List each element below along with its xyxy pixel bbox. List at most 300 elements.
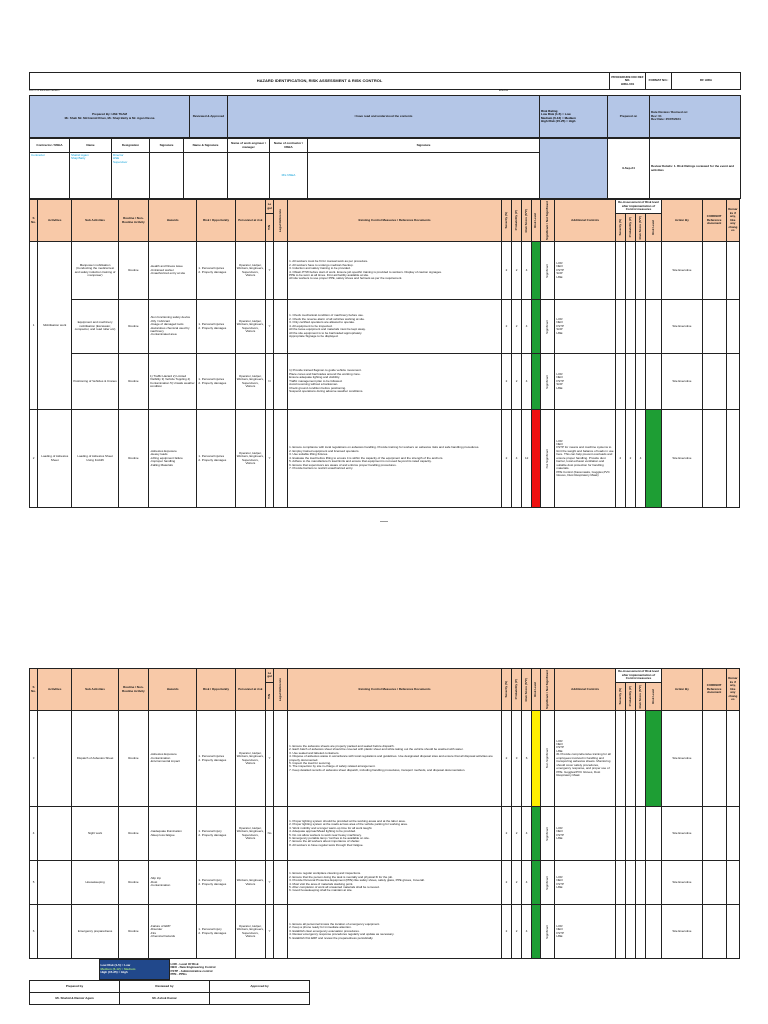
cell-routine: Routine — [118, 905, 148, 959]
cell-sub-activity: Housekeeping — [72, 861, 118, 905]
col-re-severity: Severity (S) — [615, 682, 625, 710]
cell-personnel: Operator, Helper, Workers, Engineers, Supervisors, Visitors — [235, 410, 265, 508]
cell-hazards: -Slip trip -Dust -Contamination — [148, 861, 196, 905]
cell-re-severity — [615, 861, 625, 905]
col-re-probability: Probability (P) — [625, 682, 635, 710]
table-row — [30, 807, 740, 861]
cell-sno: 1 — [30, 242, 38, 410]
cell-action-by: Site Executive — [662, 861, 702, 905]
cell-probability: 3 — [512, 711, 522, 807]
document-title: HAZARD IDENTIFICATION, RISK ASSESSMENT & RISK CONTROL — [30, 73, 610, 90]
signature-blank-2 — [308, 153, 540, 199]
cell-sub-activity: Night work — [72, 807, 118, 861]
col-routine: Routine / Non-Routine Activity — [118, 669, 148, 711]
col-probability: Probability (P) — [512, 669, 522, 711]
cell-significance — [541, 861, 555, 905]
table-row — [30, 410, 740, 508]
cell-probability: 2 — [512, 242, 522, 300]
risk-table-1-body — [30, 242, 740, 508]
doc-number: PROCEDURE NO/ REF NO. HIRA-001 — [610, 73, 646, 90]
date-value: 9-Sep-24 — [608, 139, 650, 199]
footer-table — [29, 959, 309, 980]
cell-re-level — [646, 242, 662, 300]
cell-current-ref — [702, 300, 726, 354]
cell-sub-activity: Manpower mobilisation (Conducting the medical test and safety induction training of manpower) — [72, 242, 118, 300]
cell-action-by: Site Executive — [662, 905, 702, 959]
col-remarks: Remarks if any, like any changes — [726, 669, 739, 711]
cell-current-ref — [702, 861, 726, 905]
col-remarks: Remarks if any, like any changes — [726, 200, 739, 242]
col-activities: Activities — [38, 669, 72, 711]
cell-action-by: Site Executive — [662, 300, 702, 354]
col-personnel: Personnel at risk — [235, 200, 265, 242]
cell-risk: 1. Personal Injury 2. Property damages — [197, 905, 235, 959]
cell-significance — [541, 300, 555, 354]
cell-re-score — [635, 905, 645, 959]
col-sub-activities: Sub Activities — [72, 669, 118, 711]
cell-additional-controls: LOR NEO FSTP HSE — [555, 861, 616, 905]
cell-sub-activity: Dispatch of Asbestos Sheet — [72, 711, 118, 807]
cell-re-severity — [615, 711, 625, 807]
cell-existing-controls: 1. Ensure regular workplace cleaning and inspections. 2. Ensure that the person doing the task is mentally and physical fit for the job. 3. Provide Personal Protective Equipment (PPE) like safety shoes, safety glass, PPE gloves, Coverall. 4. Must visit the area of materials stacking point. 5. After completion of work all unwanted materials shall be removed. 6. Good housekeeping shall be maintain at site. — [288, 861, 502, 905]
cell-severity: 2 — [501, 905, 511, 959]
cell-risk: 1. Personal Injuries 2. Property damages — [197, 300, 235, 354]
col-reassess: Re-Assessment of Risk level after implementation of Control measures — [615, 200, 661, 214]
col-action: Action By — [662, 200, 702, 242]
cell-severity: 2 — [501, 861, 511, 905]
cell-re-score: 4 — [635, 410, 645, 508]
cell-severity: 2 — [501, 300, 511, 354]
cell-current-ref — [702, 242, 726, 300]
cell-hazards: -Health and fitness issue -Untrained worker -Unauthorized entry at site — [148, 242, 196, 300]
col-current-ref: CURRENT Reference document — [702, 669, 726, 711]
prepared-by-label: Prepared by — [30, 981, 120, 993]
table-row — [30, 711, 740, 807]
cell-re-probability — [625, 861, 635, 905]
cell-risk-level — [532, 905, 541, 959]
cell-legal-ref — [274, 711, 288, 807]
col-re-level: Risk Level — [646, 214, 662, 242]
cell-action-by: Site Executive — [662, 242, 702, 300]
cell-score: 4 — [522, 861, 532, 905]
cell-existing-controls: 1. Ensure all personnel knows the location of emergency equipment. 2. Keep a phone ready for immediate attention. 3. Establish clear emergency evacuation procedures. 4. Review emergency response procedures regularly and update as necessary. 5. Establish first ERP and review the preparedness periodically. — [288, 905, 502, 959]
cell-legal-ref — [274, 861, 288, 905]
cell-significance-text: Significant — [545, 924, 550, 939]
col-existing: Existing Control Measures / Reference Documents — [288, 669, 502, 711]
prepared-by-name: Mr. Shahid & Ramsir Agam — [30, 993, 120, 1005]
cell-re-score — [635, 354, 645, 410]
cell-hazards: -Non functioning safety device -Oily / lubricant -Usage of damaged tools -Hazardous chemical used by machinery -Contaminated area — [148, 300, 196, 354]
cell-legal-ref — [274, 300, 288, 354]
col-risk-level: Risk Level — [532, 669, 541, 711]
cell-remarks — [726, 861, 739, 905]
cell-routine: Routine — [118, 354, 148, 410]
col-legal: Legal — [265, 669, 273, 683]
cell-sub-activity: Equipment and machinery mobilisation (Excavator, compactor, and road roller etc) — [72, 300, 118, 354]
col-significant: Significant / Not Significant — [541, 669, 555, 711]
cell-activity: Loading of Asbestos Sheet — [38, 410, 72, 508]
cell-probability: 4 — [512, 410, 522, 508]
cell-re-score — [635, 300, 645, 354]
col-legal-ref: Legal Reference — [274, 200, 288, 242]
approved-by-name — [210, 993, 310, 1005]
cell-risk-level — [532, 711, 541, 807]
cell-re-score — [635, 807, 645, 861]
col-personnel: Personnel at risk — [235, 669, 265, 711]
cell-legal-ref — [274, 807, 288, 861]
cell-action-by: Site Executive — [662, 711, 702, 807]
cell-personnel: Operator, Helper, Workers, Engineers, Supervisors, Visitors — [235, 300, 265, 354]
col-legal-yn: Y/N — [265, 214, 273, 242]
cell-personnel: Operator, Helper, Workers, Engineers, Supervisors, Visitors — [235, 354, 265, 410]
cell-hazards: -Asbestos Exposure -Contamination -Environmental impact — [148, 711, 196, 807]
col-legal: Legal — [265, 200, 273, 214]
col-sno: S No. — [30, 200, 38, 242]
cell-re-score — [635, 861, 645, 905]
cell-re-level — [646, 905, 662, 959]
cell-significance-text: Non Significant — [545, 748, 550, 769]
signature-header-2: Signature — [308, 139, 540, 153]
cell-legal-ref — [274, 905, 288, 959]
table-row — [30, 300, 740, 354]
cell-personnel: Workers, Engineers, Visitors — [235, 861, 265, 905]
cell-re-severity — [615, 905, 625, 959]
col-re-level: Risk Level — [646, 682, 662, 710]
cell-re-probability — [625, 354, 635, 410]
col-re-probability: Probability (P) — [625, 214, 635, 242]
name-header: Name — [70, 139, 112, 153]
cell-personnel: Operator, Helper, Workers, Engineers, Supervisors, Visitors — [235, 242, 265, 300]
cell-personnel: Operator, Helper, Workers, Engineers, Supervisors, Visitors — [235, 807, 265, 861]
sub-title-strip — [29, 90, 740, 95]
cell-risk: 1. Personal Injury 2. Property damages — [197, 807, 235, 861]
cell-re-level — [646, 300, 662, 354]
cell-remarks — [726, 905, 739, 959]
col-risk-level: Risk Level — [532, 200, 541, 242]
cell-re-level — [646, 354, 662, 410]
cell-probability: 2 — [512, 905, 522, 959]
cell-additional-controls: LOR NEO FSTP SOP HSE — [555, 242, 616, 300]
col-hazards: Hazards — [148, 669, 196, 711]
cell-action-by: Site Executive — [662, 354, 702, 410]
cell-legal: Y — [265, 300, 273, 354]
col-additional: Additional Controls — [555, 669, 616, 711]
cell-remarks — [726, 711, 739, 807]
risk-table-2-body — [30, 711, 740, 959]
cell-significance-text: Significant — [545, 826, 550, 841]
cell-hazards: -Inadequate illumination -Sleep loss fatigue — [148, 807, 196, 861]
signatures-table — [29, 980, 310, 1005]
cell-re-severity — [615, 300, 625, 354]
cell-significance-text: Not Significant — [545, 448, 550, 469]
cell-existing-controls: 1. Proper lighting system should be provided at the working areas and at the labor area. 2. Proper lighting system at the roads across area of the vehicle parking for working area. 3. Work mobility and a longer warm-up time for all work taught. 4. Adequate approach/lead lighting to be provided. 5. Do not allow workers to work near heavy machinery. 6. Emergency portable lamp / torches to be available on site. 7. Ensure the all workers about importance of shelter. 8. All workers to have regular tests through their fatigue. — [288, 807, 502, 861]
cell-additional-controls: LOR NEO FSTP for means and machine systems to limit the weight and balance of loads in use here. This can help prevent overloads and ensure proper handling. Provide dust barrier, local exhaust ventilation and suitable dust protection for handling materials. PPE Control (Facemasks, Goggles,PVC Gloves, Dust Respiratory Mask) — [555, 410, 616, 508]
cell-additional-controls: LOR NEO FSTP SOP HSE — [555, 300, 616, 354]
footer-spacer — [29, 960, 99, 980]
cell-probability: 2 — [512, 807, 522, 861]
signatory-table — [29, 138, 741, 199]
name-sign-blank — [184, 153, 228, 199]
cell-activity — [38, 861, 72, 905]
cell-score: 6 — [522, 711, 532, 807]
signature-blank — [150, 153, 184, 199]
cell-risk: 1. Personal Injury 2. Property damages — [197, 861, 235, 905]
cell-existing-controls: 1. Ensure the asbestos sheets are properly packed and sealed before dispatch. 2. Each batch of asbestos sheet should be covered with plastic sheet and while taking out the vehicle should be washed with water. 3. Use sealed and labeled containers. 4. Dispose of asbestos waste in accordance with local regulations and guidelines. Use designated disposal sites and ensure that all disposal activities are properly documented. 5. Inspect the load for securing. 6. The inspection by site in-charge of safely related arrangement. 7. Keep detailed records of asbestos sheet dispatch, including handling procedures, transport methods, and disposal documentation. — [288, 711, 502, 807]
cell-significance — [541, 711, 555, 807]
cell-activity — [38, 711, 72, 807]
cell-current-ref — [702, 410, 726, 508]
signature-header: Signature — [150, 139, 184, 153]
reviewed-by-name: Mr. Ashok Kumar — [120, 993, 210, 1005]
cell-score: 12 — [522, 410, 532, 508]
contractor-header: Contractor / NSEA — [30, 139, 70, 153]
table-row — [30, 861, 740, 905]
cell-existing-controls: 1. Ensure compliance with local regulations on asbestos handling. Provide training for workers on asbestos risks and safe handling procedures. 2. Employ trained equipment and licensed operators. 3. Use suitable lifting fixtures. 4. Evaluate the load before lifting to ensure it is within the capacity of the equipment and the strength of the anchors. 5. Adhere to the manufacturer's load limits and ensure that equipment is not used beyond its rated capacity. 6. Ensure that supervisors are aware of and enforce proper handling procedures. 7. Provide barriers to restrict unauthorized entry. — [288, 410, 502, 508]
cell-risk-level — [532, 242, 541, 300]
form-note: Form 1 of document revision — [29, 89, 60, 92]
cell-legal-ref — [274, 354, 288, 410]
cell-legal-ref — [274, 410, 288, 508]
cell-risk: 1. Personal Injuries 2. Property damages — [197, 711, 235, 807]
cell-score: 4 — [522, 807, 532, 861]
cell-existing-controls: 1. Check mechanical condition of machinery before use. 2. Check the reverse alarm of all vehicles working at site. 3. Only certified operators are allowed to operate. 4. All equipment to be inspected. All the loose equipment and materials must be kept away. All the site equipment is to be barricaded appropriately. Appropriate Signage to be displayed. — [288, 300, 502, 354]
reviewed-by-label: Reviewed by — [120, 981, 210, 993]
col-current-ref: CURRENT Reference document — [702, 200, 726, 242]
col-additional: Additional Controls — [555, 200, 616, 242]
cell-significance-text: Significant — [545, 875, 550, 890]
legend-medium: Medium (6-12) = Medium — [100, 966, 136, 971]
col-hazards: Hazards — [148, 200, 196, 242]
review-date-cell: Date Review / Revised on: Rev: 01 Rev Date: 25/07/2024 — [650, 96, 741, 138]
cell-sno: 6 — [30, 905, 38, 959]
cell-score: 4 — [522, 300, 532, 354]
cell-remarks — [726, 242, 739, 300]
cell-routine: Routine — [118, 807, 148, 861]
cell-routine: Routine — [118, 861, 148, 905]
col-severity: Severity (S) — [501, 200, 511, 242]
cell-severity: 2 — [501, 807, 511, 861]
cell-legal-ref — [274, 242, 288, 300]
sample-designations: Director HSE Supervisor — [112, 153, 150, 199]
effective-label: Effective — [499, 89, 509, 92]
sample-names: Shahid Agam Shaji Batty — [70, 153, 112, 199]
header-table — [29, 72, 741, 90]
cell-legal: Y — [265, 861, 273, 905]
prepared-by-cell: Prepared By: HSE TEAM Mr. Shah Mr. Md Hamid Khan, Mr. Shaji Batty & Mr. Agan Rasna — [30, 96, 190, 138]
cell-re-probability — [625, 711, 635, 807]
page-separator — [380, 521, 388, 522]
cell-activity — [38, 807, 72, 861]
footer-notes: LOR - Level Of Risk NEO - New Engineering Control FSTP - Administrative control PPE - PPEs — [170, 961, 216, 976]
contractor-name-value: M/s NSEA — [270, 153, 308, 199]
format-label: FORMAT NO.: — [646, 73, 672, 90]
legend-high: High (15-25) = High — [100, 970, 128, 975]
cell-risk-level — [532, 300, 541, 354]
col-sno: S No. — [30, 669, 38, 711]
cell-significance — [541, 242, 555, 300]
cell-risk: 1. Personal Injuries 2. Property damages — [197, 354, 235, 410]
cell-risk-level — [532, 354, 541, 410]
cell-sno: 5 — [30, 861, 38, 905]
cell-legal: Y — [265, 711, 273, 807]
cell-re-score — [635, 711, 645, 807]
cell-probability: 2 — [512, 354, 522, 410]
cell-activity: Mobilisation work — [38, 242, 72, 410]
blue-spacer — [540, 139, 608, 199]
cell-re-probability — [625, 242, 635, 300]
cell-risk-level — [532, 410, 541, 508]
cell-existing-controls: 1. All workers must be fit for manual work as per procedure. 2. All workers have to undergo medical checkup. 3. Induction and safety training to be provided. 4. Obtain PTW before start of work. Ensure job specific training is provided to workers. Display of caution signages. PPE to be worn at all times. First aid facility available at site. All site workers to use proper PPE, safety shoes and helmets as per the requirement. — [288, 242, 502, 300]
cell-re-level — [646, 410, 662, 508]
cell-legal: Y — [265, 905, 273, 959]
cell-re-probability — [625, 905, 635, 959]
sheet-page-1 — [29, 72, 740, 508]
cell-risk-level — [532, 861, 541, 905]
col-risk: Risk / Opportunity — [197, 669, 235, 711]
cell-legal: N — [265, 354, 273, 410]
cell-sub-activity: Emergency preparedness — [72, 905, 118, 959]
cell-re-probability: 2 — [625, 410, 635, 508]
risk-table-1 — [29, 199, 740, 508]
prepared-on-cell: Prepared on — [608, 96, 650, 138]
risk-rating-key: Risk Rating Low Risk (1-5) = Low Medium (6-12) = Medium High Risk (15-25) = High — [540, 96, 608, 138]
cell-score: 4 — [522, 354, 532, 410]
cell-re-severity: 2 — [615, 410, 625, 508]
cell-significance-text: Significant — [545, 319, 550, 334]
cell-significance — [541, 410, 555, 508]
col-re-severity: Severity (S) — [615, 214, 625, 242]
cell-significance-text: Significant — [545, 374, 550, 389]
contractor-value: Contractor — [30, 153, 70, 199]
col-likelihood: Risk Score (S*P) — [522, 669, 532, 711]
col-existing: Existing Control Measures / Reference Documents — [288, 200, 502, 242]
cell-remarks — [726, 300, 739, 354]
col-risk: Risk / Opportunity — [197, 200, 235, 242]
cell-additional-controls: LOR NEO FSTP HSE — [555, 807, 616, 861]
cell-personnel: Operator, Helper, Workers, Engineers, Supervisors, Visitors — [235, 905, 265, 959]
designation-header: Designation — [112, 139, 150, 153]
col-routine: Routine / Non-Routine Activity — [118, 200, 148, 242]
cell-personnel: Operator, Helper, Workers, Engineers, Supervisors, Visitors — [235, 711, 265, 807]
cell-activity — [38, 905, 72, 959]
cell-sub-activity: Positioning of Vehicles & Cranes — [72, 354, 118, 410]
col-significant: Significant / Not Significant — [541, 200, 555, 242]
cell-risk: 1. Personal Injuries 2. Property damages — [197, 410, 235, 508]
cell-risk: 1. Personal Injuries 2. Property damages — [197, 242, 235, 300]
cell-sub-activity: Loading of Asbestos Sheet Using Forklift — [72, 410, 118, 508]
contractor-name-header: Name of contractor / NSEA — [270, 139, 308, 153]
risk-table-2 — [29, 668, 740, 959]
col-activities: Activities — [38, 200, 72, 242]
col-sub-activities: Sub Activities — [72, 200, 118, 242]
col-legal-yn: Y/N — [265, 682, 273, 710]
cell-routine: Routine — [118, 410, 148, 508]
table-row — [30, 242, 740, 300]
format-value: RF HIRA — [672, 73, 741, 90]
table-row — [30, 354, 740, 410]
cell-hazards: -Asbestos Exposure -Heavy loads -Lifting equipment failure -Improper handling -Falling Materials — [148, 410, 196, 508]
review-details: Review Details: 1. Risk Ratings reviewed for the event and activities — [650, 139, 741, 199]
approved-by-label: Approved by — [210, 981, 310, 993]
cell-severity: 2 — [501, 354, 511, 410]
cell-legal: Y — [265, 242, 273, 300]
cell-legal: Y — [265, 410, 273, 508]
cell-sno: 4 — [30, 807, 38, 861]
cell-re-probability — [625, 300, 635, 354]
cell-score: 4 — [522, 905, 532, 959]
reviewed-cell: Reviewed & Approved — [190, 96, 228, 138]
cell-action-by: Site Executive — [662, 410, 702, 508]
col-probability: Probability (P) — [512, 200, 522, 242]
cell-re-level — [646, 711, 662, 807]
sheet-page-2 — [29, 668, 740, 1005]
cell-re-severity — [615, 354, 625, 410]
name-sign-header: Name & Signature — [184, 139, 228, 153]
cell-re-severity — [615, 242, 625, 300]
cell-severity: 2 — [501, 242, 511, 300]
cell-significance — [541, 354, 555, 410]
table-row — [30, 905, 740, 959]
cell-risk-level — [532, 807, 541, 861]
engineer-blank — [228, 153, 270, 199]
cell-existing-controls: 1) Provide trained flagman to guide vehicle movement. Place cones and barricades around the working zone. Ensure adequate lighting and visibility. Traffic management plan to be followed. Avoid reversing without a banksman. Check ground condition before positioning. Suspend operations during adverse weather conditions. — [288, 354, 502, 410]
cell-action-by: Site Executive — [662, 807, 702, 861]
cell-current-ref — [702, 354, 726, 410]
cell-routine: Routine — [118, 242, 148, 300]
col-reassess: Re-Assessment of Risk level after implementation of Control measures — [615, 669, 661, 683]
cell-significance — [541, 905, 555, 959]
cell-severity: 2 — [501, 410, 511, 508]
col-re-likelihood: Risk Score (S*P) — [635, 682, 645, 710]
cell-current-ref — [702, 905, 726, 959]
cell-remarks — [726, 354, 739, 410]
col-re-likelihood: Risk Score (S*P) — [635, 214, 645, 242]
approval-table — [29, 95, 741, 138]
cell-routine: Routine — [118, 300, 148, 354]
col-action: Action By — [662, 669, 702, 711]
legend-low: Low Risk (1-5) = Low — [100, 963, 131, 968]
cell-additional-controls: LOR NEO FSTP SOP HSE — [555, 354, 616, 410]
cell-score: 4 — [522, 242, 532, 300]
cell-severity: 2 — [501, 711, 511, 807]
cell-hazards: -Failure of ERP -Disorder -Fire -Chemical hazards — [148, 905, 196, 959]
cell-sno: 3 — [30, 711, 38, 807]
cell-remarks — [726, 807, 739, 861]
cell-significance-text: Significant — [545, 263, 550, 278]
cell-sno: 2 — [30, 410, 38, 508]
cell-additional-controls: LOR NEO FSTP HSE — [555, 905, 616, 959]
cell-legal: No — [265, 807, 273, 861]
cell-re-level — [646, 807, 662, 861]
cell-re-probability — [625, 807, 635, 861]
cell-routine: Routine — [118, 711, 148, 807]
cell-additional-controls: LOR NEO FSTP HSE #1 Provide comprehensive training for all employees involved in handling and transporting asbestos sheets. Monitoring should cover safety procedures, emergency response, and proper use of PPE. Goggles/PVC Gloves, Dust Respiratory Mask — [555, 711, 616, 807]
cell-re-score — [635, 242, 645, 300]
engineer-header: Name of work engineer / manager — [228, 139, 270, 153]
cell-remarks — [726, 410, 739, 508]
risk-legend — [99, 960, 169, 980]
col-legal-ref: Legal Reference — [274, 669, 288, 711]
cell-probability: 2 — [512, 861, 522, 905]
cell-significance — [541, 807, 555, 861]
cell-re-severity — [615, 807, 625, 861]
cell-current-ref — [702, 711, 726, 807]
col-severity: Severity (S) — [501, 669, 511, 711]
cell-hazards: 1) Traffic Hazard 2) Limited Visibility 3) Vehicle Toppling 4) Contamination 5) Unsafe weather condition — [148, 354, 196, 410]
cell-re-level — [646, 861, 662, 905]
cell-current-ref — [702, 807, 726, 861]
read-understood-cell: I have read and understood the contents — [228, 96, 540, 138]
